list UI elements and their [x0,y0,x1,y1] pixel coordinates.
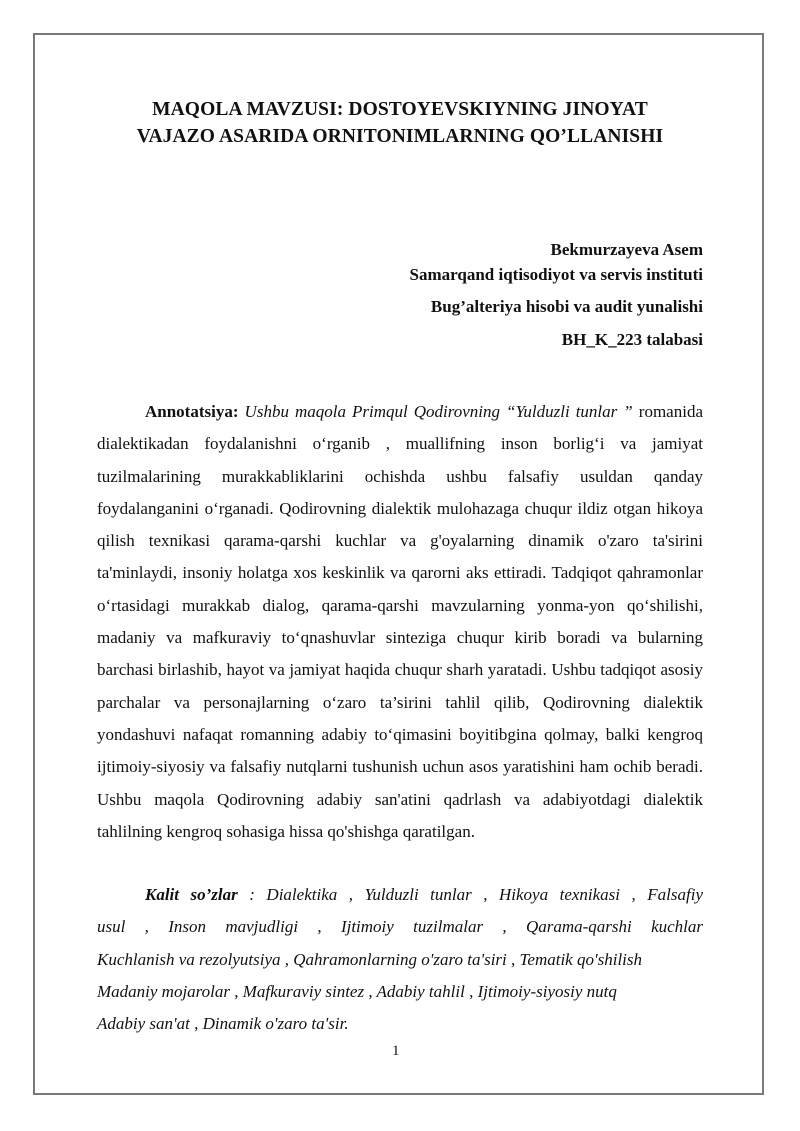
keywords-line-2: usul , Inson mavjudligi , Ijtimoiy tuzilmalar , Qarama-qarshi kuchlar [97,917,703,937]
keywords-line-3: Kuchlanish va rezolyutsiya , Qahramonlarning o'zaro ta'siri , Tematik qo'shilish [97,949,643,969]
abstract-body: romanida dialektikadan foydalanishni o‘rganib , muallifning inson borlig‘i va jamiyat tuzilmalarining murakkabliklarini ochishda ushbu falsafiy usuldan qanday foydalanganini o‘rganadi. Qodirovning dialektik mulohazaga chuqur ildiz otgan hikoya qilish texnikasi qarama-qarshi kuchlar va g'oyalarning dinamik o'zaro ta'sirini ta'minlaydi, insoniy holatga xos keskinlik va qarorni aks ettiradi. Tadqiqot qahramonlar o‘rtasidagi murakkab dialog, qarama-qarshi mavzularning yonma-yon qo‘shilishi, madaniy va mafkuraviy to‘qnashuvlar sinteziga chuqur kirib boradi va bularning barchasi birlashib, hayot va jamiyat haqida chuqur sharh yaratadi. Ushbu tadqiqot asosiy parchalar va personajlarning o‘zaro ta’sirini tahlil qilib, Qodirovning dialektik yondashuvi nafaqat romanning adabiy to‘qimasini boyitibgina qolmay, balki kengroq ijtimoiy-siyosiy va falsafiy nutqlarni tushunish uchun asos yaratishini ham ochib beradi. Ushbu maqola Qodirovning adabiy san'atini qadrlash va adabiyotdagi dialektik tahlilning kengroq sohasiga hissa qo'shishga qaratilgan. [97,402,703,841]
page-number: 1 [392,1043,400,1059]
author-faculty: Bug’alteriya hisobi va audit yunalishi [430,297,703,316]
abstract [97,396,703,848]
author-group: BH_K_223 talabasi [561,330,703,349]
author-institution: Samarqand iqtisodiyot va servis instituti [409,265,703,284]
author-name: Bekmurzayeva Asem [550,240,703,259]
keywords-label: Kalit so’zlar [145,885,238,904]
keywords-line-4: Madaniy mojarolar , Mafkuraviy sintez , Adabiy tahlil , Ijtimoiy-siyosiy nutq [97,981,617,1001]
keywords [97,879,703,1040]
article-title [60,96,740,150]
author-info [410,237,703,356]
keywords-line-1: Kalit so’zlar : Dialektika , Yulduzli tunlar , Hikoya texnikasi , Falsafiy [145,885,704,904]
title-line-1: MAQOLA MAVZUSI: DOSTOYEVSKIYNING JINOYAT [152,99,648,120]
abstract-label: Annotatsiya: [145,402,239,421]
abstract-intro: Ushbu maqola Primqul Qodirovning “Yulduzli tunlar ” [244,402,633,421]
title-line-2: VAJAZO ASARIDA ORNITONIMLARNING QO’LLANISHI [136,126,664,147]
keywords-line-5: Adabiy san'at , Dinamik o'zaro ta'sir. [97,1014,349,1034]
